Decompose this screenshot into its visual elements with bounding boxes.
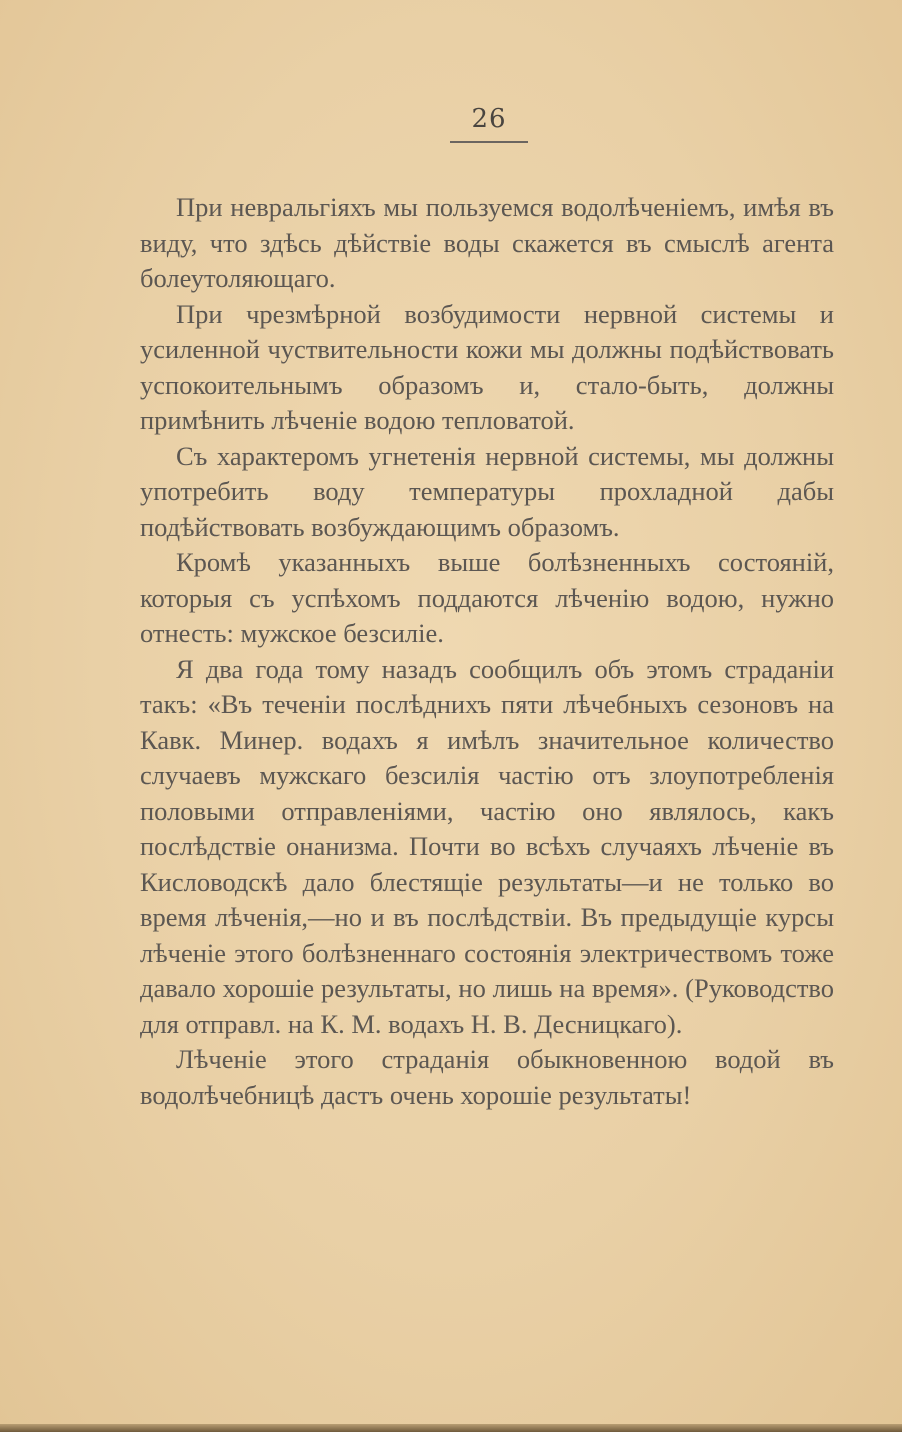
paragraph-other-conditions: Кромѣ указанныхъ выше болѣзненныхъ состояній, которыя съ успѣхомъ поддаются лѣченію водою, нужно отнесть: мужское безсиліе. xyxy=(140,547,834,648)
page-number: 26 xyxy=(471,104,507,134)
page-bottom-edge xyxy=(0,1424,902,1432)
body-text xyxy=(140,190,834,1113)
paragraph-depression: Съ характеромъ угнетенія нервной системы, мы должны употребить воду температуры прохладной дабы подѣйствовать возбуждающимъ образомъ. xyxy=(140,440,834,542)
page-number-rule xyxy=(450,141,528,143)
paragraph-conclusion: Лѣченіе этого страданія обыкновенною водой въ водолѣчебницѣ дастъ очень хорошіе результаты! xyxy=(140,1044,834,1110)
paragraph-quotation: Я два года тому назадъ сообщилъ объ этомъ страданіи такъ: «Въ теченіи послѣднихъ пяти лѣчебныхъ сезоновъ на Кавк. Минер. водахъ я имѣлъ значительное количество случаевъ мужскаго безсилія частію отъ злоупотребленія половыми отправленіями, частію оно являлось, какъ послѣдствіе онанизма. Почти во всѣхъ случаяхъ лѣченіе въ Кисловодскѣ дало блестящіе результаты—и не только во время лѣченія,—но и въ послѣдствіи. Въ предыдущіе курсы лѣченіе этого болѣзненнаго состоянія электричествомъ тоже давало хорошіе результаты, но лишь на время». (Руководство для отправл. на К. М. водахъ Н. В. Десницкаго). xyxy=(140,653,834,1039)
paragraph-excitability: При чрезмѣрной возбудимости нервной системы и усиленной чуствительности кожи мы должны подѣйствовать успокоительнымъ образомъ и, стало-быть, должны примѣнить лѣченіе водою тепловатой. xyxy=(140,298,834,435)
paragraph-neuralgia: При невральгіяхъ мы пользуемся водолѣченіемъ, имѣя въ виду, что здѣсь дѣйствіе воды скажется въ смыслѣ агента болеутоляющаго. xyxy=(140,192,834,293)
